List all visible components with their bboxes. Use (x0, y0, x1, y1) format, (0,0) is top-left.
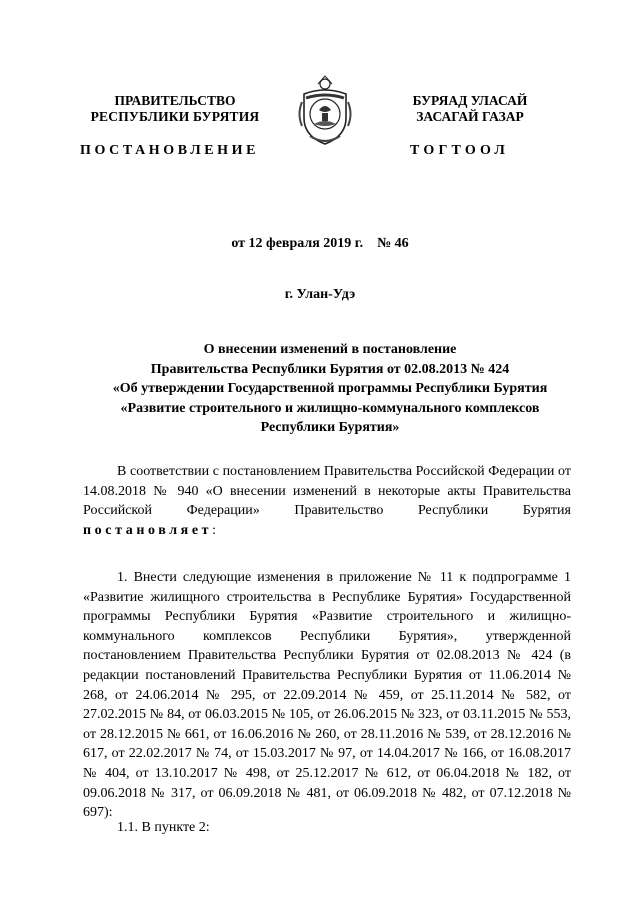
header-right (375, 93, 565, 125)
header-left (70, 93, 280, 125)
title-line: «Об утверждении Государственной программы Республики Бурятия (112, 381, 548, 396)
title-line: О внесении изменений в постановление (203, 342, 457, 357)
document-date: от 12 февраля 2019 г. (231, 236, 364, 251)
resolves-colon: : (212, 522, 217, 538)
header-left-line2: РЕСПУБЛИКИ БУРЯТИЯ (90, 109, 260, 124)
act-type-russian: ПОСТАНОВЛЕНИЕ (80, 143, 260, 158)
title-line: Правительства Республики Бурятия от 02.08.2013 № 424 (150, 361, 510, 377)
document-title (80, 340, 580, 438)
clause-1-text: 1. Внести следующие изменения в приложение № 11 к подпрограмме 1 «Развитие жилищного строительства в Республике Бурятия» Государственной программы Республики Бурятия «Развитие строительного и жилищно-коммунального комплексов Республики Бурятия», утвержденной постановлением Правительства Республики Бурятия от 02.08.2013 № 424 (в редакции постановлений Правительства Республики Бурятия от 11.06.2014 № 268, от 24.06.2014 № 295, от 22.09.2014 № 459, от 25.11.2014 № 582, от 27.02.2015 № 84, от 06.03.2015 № 105, от 26.06.2015 № 323, от 03.11.2015 № 553, от 28.12.2015 № 661, от 16.06.2016 № 260, от 28.11.2016 № 539, от 28.12.2016 № 617, от 22.02.2017 № 74, от 15.03.2017 № 97, от 14.04.2017 № 166, от 16.08.2017 № 404, от 13.10.2017 № 498, от 25.12.2017 № 612, от 06.04.2018 № 182, от 09.06.2018 № 317, от 06.09.2018 № 481, от 06.09.2018 № 482, от 07.12.2018 № 697): (83, 570, 571, 821)
header-right-line1: БУРЯАД УЛАСАЙ (412, 93, 528, 108)
clause-1-paragraph (83, 568, 571, 823)
preamble-paragraph (83, 462, 571, 540)
resolves-word: постановляет (83, 522, 213, 538)
clause-1-1-text: 1.1. В пункте 2: (117, 820, 210, 835)
coat-of-arms-emblem (296, 74, 354, 148)
act-type-buryat: ТОГТООЛ (410, 143, 510, 158)
header-left-line1: ПРАВИТЕЛЬСТВО (114, 93, 236, 108)
document-city: г. Улан-Удэ (284, 287, 356, 302)
title-line: Республики Бурятия» (260, 420, 400, 435)
document-number: № 46 (377, 236, 409, 251)
preamble-text: В соответствии с постановлением Правительства Российской Федерации от 14.08.2018 № 940 «О внесении изменений в некоторые акты Правительства Российской Федерации» Правительство Республики Бурятия (83, 464, 571, 519)
header-right-line2: ЗАСАГАЙ ГАЗАР (416, 109, 524, 124)
clause-1-1-paragraph (83, 818, 571, 838)
title-line: «Развитие строительного и жилищно-коммунального комплексов (120, 400, 540, 416)
document-date-line (0, 236, 640, 252)
